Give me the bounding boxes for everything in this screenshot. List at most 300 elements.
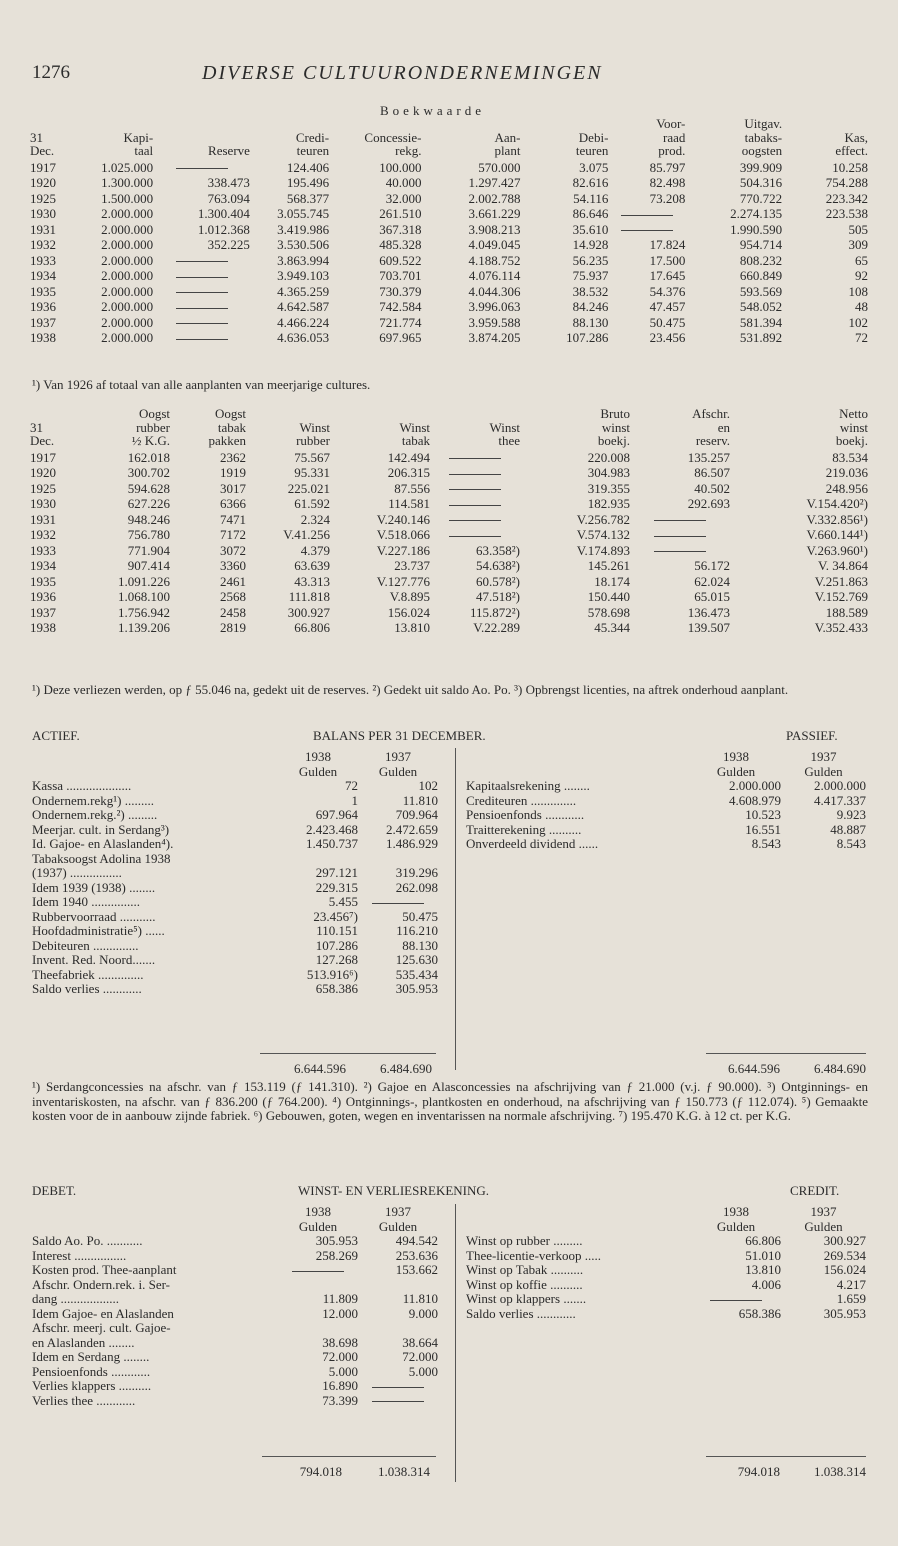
table2-cell: 756.780 [127,527,170,542]
table2-cell: V.22.289 [473,620,520,635]
table1-cell: 1.012.368 [197,221,250,237]
table2-cell: 63.358²) [476,542,520,558]
credit-blank [466,1205,691,1220]
assets-row [32,881,438,896]
table2-cell: 1938 [30,620,56,635]
dash-mark [176,339,228,340]
table2-cell: 2819 [220,620,246,635]
table2-cell: 145.261 [587,558,630,573]
table2-cell: V.174.893 [576,542,630,558]
table1-cell: 4.636.053 [277,330,330,345]
table1-header-row [30,144,868,160]
table1-cell: 309 [848,237,868,252]
table2-cell [430,481,520,497]
assets-value [358,852,438,867]
table1-cell: 3.530.506 [277,237,330,252]
table2-cell: V.8.895 [389,589,430,604]
balance-footnote: ¹) Serdangconcessies na afschr. van ƒ 153.119 (ƒ 141.310). ²) Gajoe en Alasconcessies na afschrijving van ƒ 21.000 (v.j. ƒ 90.000). ³) Ontginnings- en inventariskosten, na afschr. van ƒ 836.200 (ƒ 764.200). ⁴) Ontginnings-, plantkosten en onderhoud, na afschrijving van ƒ 150.773 (ƒ 112.074). ⁵) Gemaakte kosten voor de in aanbouw zijnde fabriek. ⁶) Gebouwen, goten, wegen en inventarissen na normale afschrijving. ⁷) 195.470 K.G. à 12 ct. per K.G. [32,1079,868,1123]
credit-value: 4.217 [836,1276,866,1292]
table2-row [30,543,868,559]
table1-header-cell [153,117,250,131]
table1-cell: 108 [848,283,868,299]
liabilities-value: 16.551 [745,821,781,837]
debit-heading: DEBET. [32,1183,77,1198]
table2-cell: 1930 [30,496,56,511]
dash-mark [176,308,228,309]
debit-label: Idem Gajoe- en Alaslanden [32,1306,174,1321]
table1-header-cell: effect. [835,143,868,158]
table1-cell: 730.379 [379,283,422,299]
table1-row [30,237,868,253]
table2-cell: V.256.782 [576,511,630,527]
liabilities-value: 9.923 [836,807,866,822]
dash-mark [176,261,228,262]
debit-label: Verlies thee ............ [32,1393,136,1408]
assets-value: 102 [418,778,438,793]
liabilities-row [466,837,866,852]
table2-cell: 3360 [220,558,246,573]
table1-cell: 3.075 [579,159,609,175]
table1-header-cell [153,131,250,145]
liabilities-unit-row [466,765,866,780]
debit-value [358,1394,438,1409]
table1-cell: 223.538 [825,206,868,221]
table2-cell: 66.806 [294,620,330,635]
table1-cell: 1.025.000 [101,159,154,175]
table1-header-row [30,117,868,131]
table2-cell: 1935 [30,573,56,589]
profit-history-table [30,407,868,636]
debit-value: 72.000 [402,1349,438,1364]
table2-cell [630,543,730,559]
debit-year-row [32,1205,438,1220]
assets-row [32,779,438,794]
debit-row [32,1336,438,1351]
table2-row [30,574,868,590]
table2-cell: V.263.960¹) [806,542,868,558]
table1-cell: 3.661.229 [468,206,521,221]
table1-row [30,268,868,284]
dash-mark [621,215,673,216]
table1-cell: 4.365.259 [277,283,330,299]
table2-cell: V.352.433 [814,620,868,635]
credit-total-1937: 1.038.314 [814,1464,866,1479]
table1-header-cell [782,117,868,131]
book-value-group-header: Boekwaarde [380,103,485,118]
table1-cell: 17.645 [649,268,686,283]
table2-cell: V.332.856¹) [806,511,868,527]
dash-mark [449,520,501,521]
table1-cell: 54.376 [649,283,686,299]
liabilities-year: 1937 [810,749,837,764]
table1-cell: 1931 [30,221,56,237]
table1-cell: 570.000 [478,159,521,175]
table2-cell: 86.507 [694,465,730,480]
debit-year: 1937 [385,1204,411,1219]
dash-mark [654,520,706,521]
table1-cell: 3.959.588 [468,314,521,330]
table2-row [30,496,868,512]
assets-value: 1.450.737 [306,836,358,851]
table2-cell: 182.935 [587,496,630,511]
table2-header-cell: reserv. [695,433,730,448]
table1-header-cell: teuren [575,143,609,158]
debit-value: 16.890 [322,1378,358,1393]
assets-row [32,808,438,823]
table1-cell: 40.000 [385,175,422,190]
table1-cell: 84.246 [572,299,609,314]
table2-header-row [30,407,868,421]
table2-row [30,605,868,621]
table2-header-cell: boekj. [835,433,868,448]
assets-total-1937: 6.484.690 [380,1061,432,1076]
table2-cell: 594.628 [127,480,170,496]
assets-label: Idem 1939 (1938) ........ [32,880,156,895]
table1-cell: 17.500 [649,252,686,268]
table1-cell: 4.188.752 [468,252,521,268]
assets-label: Kassa .................... [32,779,132,793]
dash-mark [710,1300,762,1301]
table2-cell: 1931 [30,511,56,527]
liabilities-label: Crediteuren .............. [466,793,577,808]
table1-cell: 2.000.000 [101,283,154,299]
table2-header-cell: Afschr. [692,406,730,421]
table2-footnote: ¹) Deze verliezen werden, op ƒ 55.046 na, gedekt uit de reserves. ²) Gedekt uit saldo Ao. Po. ³) Opbrengst licenties, na aftrek onderhoud aanplant. [32,682,789,697]
table2-header-cell: Oogst [138,406,170,421]
table1-cell: 107.286 [566,330,609,345]
debit-label: Interest ................ [32,1248,127,1263]
debit-row [32,1263,438,1278]
table2-cell: V.660.144¹) [806,527,868,542]
liabilities-unit: Gulden [804,763,843,779]
table1-header-cell [74,117,153,131]
table2-cell: 45.344 [594,620,630,635]
table2-cell: 150.440 [587,589,630,604]
assets-label: Id. Gajoe- en Alaslanden⁴). [32,837,174,851]
table1-header-cell: tabaks- [744,129,783,145]
table2-header-cell [30,407,70,421]
table1-row [30,222,868,238]
table2-cell: 1933 [30,542,56,558]
table2-cell: 54.638²) [476,558,520,573]
table2-header-cell: tabak [401,433,430,448]
table1-cell: 660.849 [739,268,783,283]
table1-cell: 2.000.000 [101,206,154,221]
debit-value: 305.953 [315,1233,358,1248]
table1-row [30,284,868,300]
table1-row [30,175,868,191]
table2-cell: 1936 [30,589,56,604]
credit-row [466,1307,866,1322]
table2-cell: 43.313 [294,573,330,589]
table1-cell: 48 [855,299,868,314]
credit-value: 51.010 [745,1247,781,1263]
table1-footnote: ¹) Van 1926 af totaal van alle aanplanten van meerjarige cultures. [32,377,371,392]
dash-mark [372,1401,424,1402]
assets-value [358,895,438,910]
table1-cell: 2.000.000 [101,221,154,237]
debit-year: 1938 [305,1204,331,1219]
table1-header-cell: Voor- [656,116,686,131]
table1-cell: 35.610 [572,221,609,237]
table1-cell: 1.300.404 [197,206,250,221]
table1-cell: 352.225 [207,237,250,252]
liabilities-value: 4.417.337 [814,792,866,808]
table1-cell: 10.258 [832,159,868,175]
debit-label: en Alaslanden ........ [32,1335,135,1350]
assets-table [32,750,438,997]
debit-row [32,1292,438,1307]
table2-cell: 1920 [30,465,56,480]
table1-cell: 531.892 [739,330,783,345]
table2-cell: 1.068.100 [118,589,170,604]
table2-cell: 61.592 [294,496,330,511]
table1-cell: 1930 [30,206,56,221]
table2-cell: 3017 [220,480,246,496]
dash-mark [449,505,501,506]
table1-cell [153,253,250,269]
dash-mark [176,168,228,169]
table1-cell: 3.863.994 [277,252,330,268]
table2-row [30,558,868,574]
table1-row [30,299,868,315]
table1-header-cell: 31 [30,129,43,145]
table1-cell: 754.288 [825,175,868,190]
debit-unit-row [32,1220,438,1235]
table1-cell: 721.774 [379,314,422,330]
assets-label: Theefabriek .............. [32,967,144,982]
table2-cell: 292.693 [687,496,730,511]
table2-cell: 578.698 [587,604,630,620]
table1-header-row [30,131,868,145]
table2-cell: 142.494 [387,449,430,465]
table1-cell [153,315,250,331]
table1-row [30,315,868,331]
dash-mark [372,1387,424,1388]
credit-label: Winst op Tabak .......... [466,1263,584,1277]
table2-cell: 627.226 [127,496,170,511]
table1-cell: 4.642.587 [277,299,330,314]
table2-cell: 111.818 [288,589,330,604]
table1-cell: 4.044.306 [468,283,521,299]
liabilities-blank [466,750,691,765]
debit-unit: Gulden [298,1218,338,1234]
assets-value: 72 [345,778,358,793]
table2-header-cell: winst [839,419,868,435]
table1-cell: 1920 [30,175,56,190]
table2-header-cell: thee [498,433,520,448]
assets-unit: Gulden [378,763,418,779]
credit-row [466,1263,866,1278]
table2-cell: 162.018 [127,449,170,465]
table2-header-cell: ½ K.G. [131,433,170,448]
table1-cell [153,284,250,300]
table2-header-cell: rubber [136,419,170,435]
table1-cell: 2.000.000 [101,252,154,268]
credit-blank [466,1220,691,1235]
table1-cell: 1937 [30,314,56,330]
table2-cell: 907.414 [127,558,170,573]
assets-value: 23.456⁷) [313,908,358,924]
table2-cell: 1932 [30,527,56,542]
debit-value: 72.000 [322,1349,358,1364]
liabilities-row [466,794,866,809]
debit-label: Afschr. Ondern.rek. i. Ser- [32,1277,171,1292]
debit-row [32,1394,438,1409]
liabilities-value: 4.608.979 [729,792,781,808]
table1-cell: 23.456 [649,330,686,345]
debit-value: 494.542 [395,1233,438,1248]
table2-cell: 220.008 [587,449,630,465]
assets-label: Invent. Red. Noord....... [32,953,156,967]
debit-value [278,1321,358,1336]
table1-cell: 609.522 [379,252,422,268]
assets-unit-row [32,765,438,780]
table1-row [30,330,868,346]
table2-cell: V.152.769 [814,589,868,604]
liabilities-value: 8.543 [836,836,866,851]
assets-row [32,794,438,809]
assets-value: 127.268 [315,952,358,967]
table1-header-cell: taal [134,143,154,158]
balance-title: BALANS PER 31 DECEMBER. [313,728,486,743]
liabilities-year: 1938 [723,749,749,764]
assets-unit: Gulden [298,763,338,779]
table2-cell: 188.589 [825,604,868,620]
liabilities-total-rule [706,1053,866,1054]
assets-label: (1937) ................ [32,866,122,880]
liabilities-label: Traitterekening .......... [466,822,582,837]
assets-value: 297.121 [315,865,358,880]
table1-cell: 367.318 [379,221,422,237]
table1-header-cell: Kas, [844,129,868,145]
table1-cell: 14.928 [572,237,609,252]
credit-label: Thee-licentie-verkoop ..... [466,1248,601,1263]
table2-cell: 139.507 [687,620,730,635]
debit-value: 258.269 [315,1247,358,1263]
table1-cell: 17.824 [649,237,686,252]
page-number: 1276 [32,62,70,83]
table2-row [30,512,868,528]
liabilities-row [466,779,866,794]
assets-value [278,852,358,867]
assets-row [32,968,438,983]
assets-total-1938: 6.644.596 [294,1061,346,1076]
table2-header-row [30,434,868,450]
assets-value: 658.386 [315,981,358,996]
assets-row [32,953,438,968]
debit-blank [32,1205,278,1220]
table2-cell: 63.639 [294,558,330,573]
assets-value: 5.455 [328,894,358,909]
table2-cell: 2568 [220,589,246,604]
table2-cell: 319.355 [587,480,630,496]
table2-cell: 60.578²) [476,573,520,589]
dash-mark [449,474,501,475]
table1-header-cell: oogsten [741,143,783,158]
table1-cell: 4.049.045 [468,237,521,252]
debit-row [32,1249,438,1264]
liabilities-value: 2.000.000 [814,778,866,793]
table2-cell: 7172 [220,527,246,542]
table1-row [30,160,868,176]
balance-divider [455,748,456,1070]
dash-mark [176,277,228,278]
table2-cell: 18.174 [594,573,630,589]
table1-cell: 100.000 [379,159,422,175]
debit-value [278,1263,358,1278]
table2-header-cell: Winst [399,419,430,435]
table1-cell: 1932 [30,237,56,252]
table1-cell: 3.949.103 [277,268,330,283]
assets-label: Ondernem.rekg¹) ......... [32,793,154,808]
table1-cell: 2.000.000 [101,237,154,252]
debit-row [32,1278,438,1293]
debit-label: Saldo Ao. Po. ........... [32,1234,143,1248]
liabilities-table [466,750,866,852]
table2-header-cell: 31 [30,419,43,435]
table1-cell: 65 [855,252,868,268]
assets-label: Idem 1940 ............... [32,895,140,909]
table1-cell: 82.616 [572,175,609,190]
table1-cell: 3.874.205 [468,330,521,345]
credit-table [466,1205,866,1321]
table2-cell: 136.473 [687,604,730,620]
table2-cell: V.251.863 [814,573,868,589]
table2-cell: 114.581 [388,496,430,511]
table1-header-cell: Kapi- [123,129,154,145]
liabilities-value: 2.000.000 [729,778,781,793]
debit-total-1937: 1.038.314 [378,1464,430,1479]
table2-cell: 1.756.942 [118,604,170,620]
assets-row [32,924,438,939]
assets-row [32,982,438,997]
table1-cell: 485.328 [379,237,422,252]
credit-value: 269.534 [823,1247,866,1263]
assets-total-rule [260,1053,436,1054]
table2-cell [430,450,520,466]
table2-cell: 95.331 [294,465,330,480]
assets-value: 11.810 [402,792,438,808]
assets-value: 110.151 [316,923,358,938]
assets-label: Ondernem.rekg.²) ......... [32,808,158,822]
credit-unit: Gulden [716,1218,756,1234]
table1-cell: 1935 [30,283,56,299]
assets-value: 50.475 [402,908,438,924]
table1-cell: 2.000.000 [101,330,154,345]
assets-row [32,939,438,954]
debit-label: dang .................. [32,1292,120,1306]
debit-row [32,1365,438,1380]
table1-cell: 3.419.986 [277,221,330,237]
assets-value: 535.434 [395,966,438,982]
debit-value [358,1321,438,1336]
table1-cell [153,299,250,315]
liabilities-label: Kapitaalsrekening ........ [466,779,590,793]
table1-header-cell: Concessie- [364,129,422,145]
table2-row [30,527,868,543]
table1-header-cell: teuren [296,143,330,158]
assets-row [32,866,438,881]
table2-cell: 206.315 [387,465,430,480]
table2-cell [430,465,520,481]
debit-row [32,1350,438,1365]
debit-value [358,1379,438,1394]
liabilities-year-row [466,750,866,765]
table1-cell: 54.116 [573,190,609,206]
table1-cell: 1917 [30,159,56,175]
table2-cell: 2.324 [300,511,330,527]
